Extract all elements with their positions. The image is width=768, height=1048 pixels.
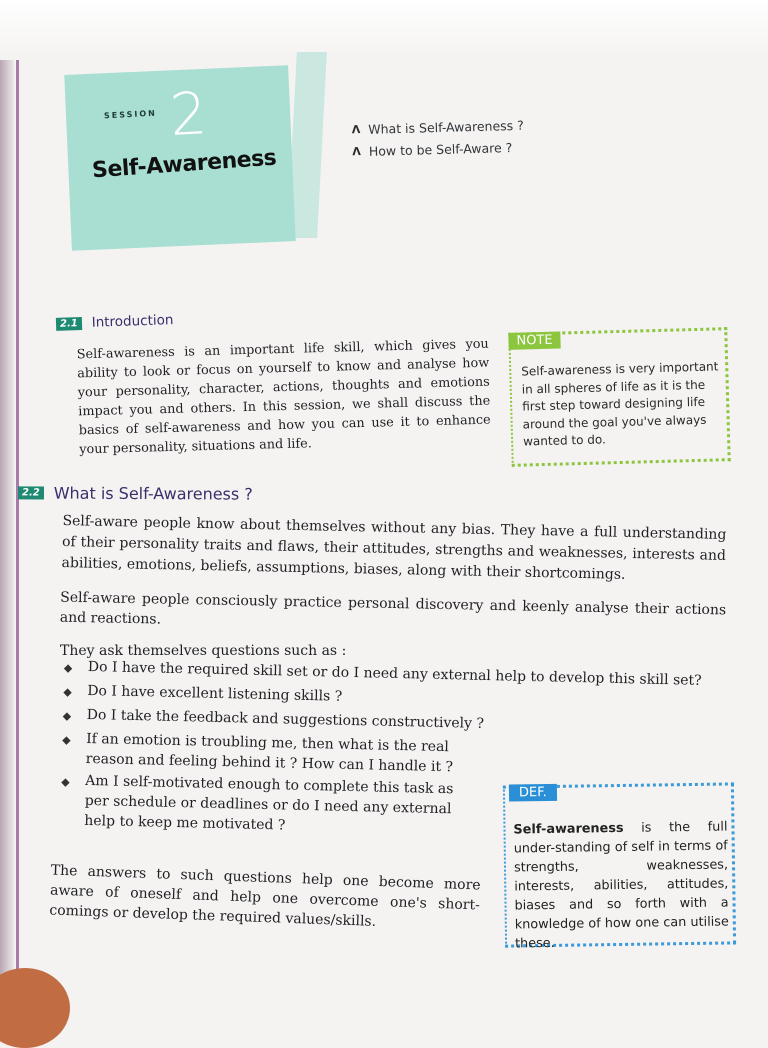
note-label: NOTE (508, 332, 561, 350)
list-item (60, 770, 481, 840)
section-heading-text: What is Self-Awareness ? (53, 483, 253, 504)
question-text: Do I take the feedback and suggestions constructively ? (86, 706, 485, 732)
section-number-tag: 2.1 (56, 317, 82, 331)
diamond-bullet-icon: ◆ (63, 685, 72, 699)
list-item (62, 728, 483, 778)
section-number-tag: 2.2 (18, 486, 44, 499)
toc-item-text: How to be Self-Aware ? (368, 139, 513, 159)
question-text: Do I have excellent listening skills ? (87, 682, 343, 705)
questions-intro: They ask themselves questions such as : (60, 643, 347, 659)
book-binding-edge (0, 60, 14, 1024)
section-heading-what-is-self-awareness (18, 483, 253, 503)
note-box (508, 327, 730, 467)
page-glare (0, 0, 768, 60)
section-heading-introduction (56, 312, 174, 332)
question-text: If an emotion is troubling me, then what is the real reason and feeling behind it ? How can I handle it ? (85, 730, 454, 776)
diamond-bullet-icon: ◆ (61, 775, 70, 789)
session-contents (351, 114, 524, 162)
def-term: Self-awareness (513, 820, 624, 838)
session-title: Self-Awareness (91, 145, 278, 184)
question-text: Am I self-motivated enough to complete this task as per schedule or deadlines or do I need any external help to keep me motivated ? (84, 772, 454, 834)
def-label: DEF. (509, 784, 557, 802)
def-text (513, 817, 729, 953)
practice-paragraph: Self-aware people consciously practice personal discovery and keenly analyse their actions and reactions. (59, 589, 727, 628)
section-heading-text: Introduction (91, 312, 174, 331)
def-body: is the full under-standing of self in terms of strengths, weaknesses, interests, abilities, attitudes, biases and so forth with a knowledge of how one can utilise these. (513, 819, 729, 952)
diamond-bullet-icon: ◆ (63, 661, 73, 675)
thumb-edge (0, 968, 70, 1048)
diamond-bullet-icon: ◆ (62, 709, 72, 723)
toc-item (352, 136, 525, 162)
answers-paragraph: The answers to such questions help one become more aware of oneself and help one overcome one's short-comings or develop the required values/skills. (49, 862, 481, 930)
toc-item-text: What is Self-Awareness ? (368, 117, 524, 137)
diamond-bullet-icon: ◆ (62, 733, 71, 747)
definition-paragraph: Self-aware people know about themselves without any bias. They have a full understanding of their personality traits and flaws, their attitudes, strengths and weaknesses, interests and abilities, emotions, beliefs, assumptions, biases, along with their shortcomings. (61, 513, 727, 583)
binding-margin-line (16, 60, 19, 1024)
definition-box (503, 782, 736, 952)
caret-bullet-icon: Λ (352, 144, 362, 158)
introduction-paragraph: Self-awareness is an important life skill, which gives you ability to look or focus on yourself to know and analyse how your personality, character, actions, thoughts and emotions impact you and others. In this session, we shall discuss the basics of self-awareness and how you can use it to enhance your personality, situations and life. (76, 336, 491, 458)
note-text: Self-awareness is very important in all spheres of life as it is the first step toward designing life around the goal you've always wanted to do. (521, 359, 719, 449)
session-label: SESSION (103, 108, 158, 121)
question-text: Do I have the required skill set or do I need any external help to develop this skill set? (87, 658, 702, 689)
session-number: 2 (168, 79, 209, 149)
caret-bullet-icon: Λ (351, 122, 361, 136)
